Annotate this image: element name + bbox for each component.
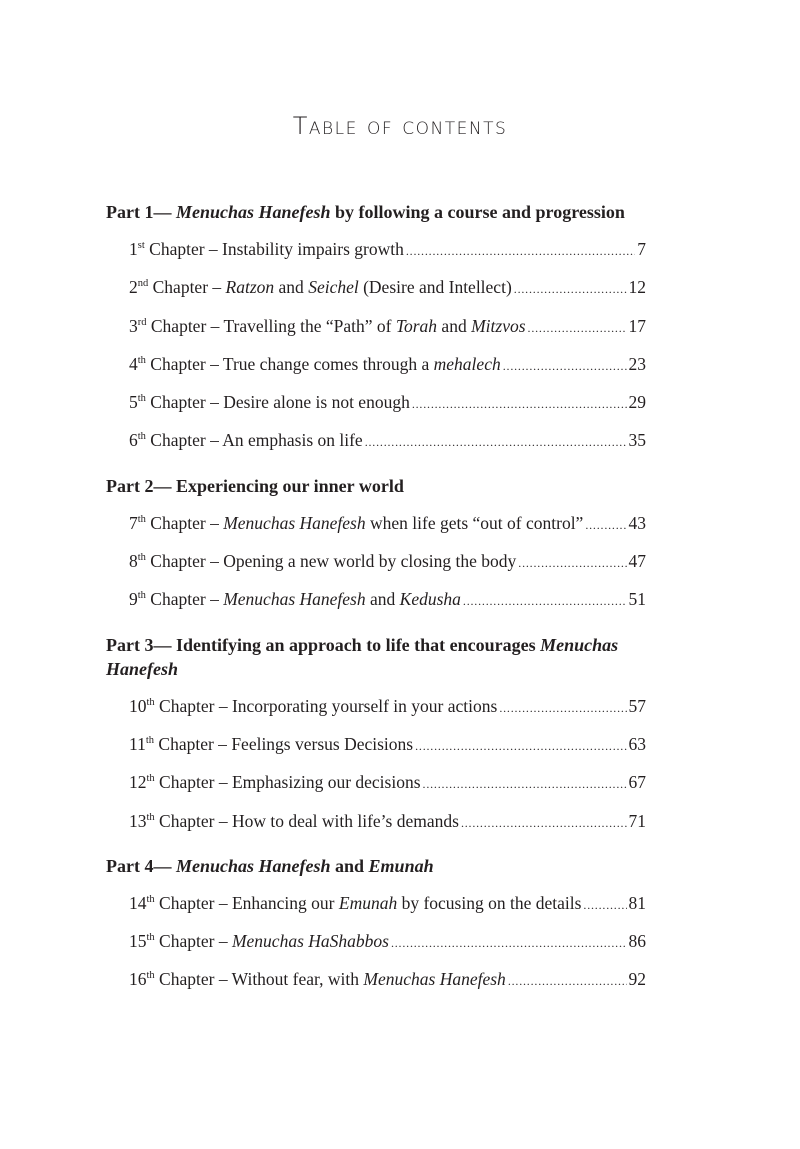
chapter-title-segment: Without fear, with [231,969,364,990]
chapter-word: Chapter – [154,931,232,952]
part-heading-segment: Part 1— [106,202,176,222]
chapter-title-segment: Opening a new world by closing the body [223,551,517,572]
page-number[interactable]: 81 [628,892,646,913]
chapter-entry[interactable] [129,802,646,840]
chapter-title[interactable] [129,687,497,725]
chapter-number: 10 [129,695,147,716]
page-number[interactable]: 29 [628,392,646,413]
chapter-title[interactable] [129,268,512,306]
chapter-title-segment: by focusing on the details [397,892,582,913]
chapter-list [129,884,646,999]
chapter-word: Chapter – [145,512,224,533]
page-number[interactable]: 12 [628,277,646,298]
chapter-entry[interactable] [129,960,646,998]
chapter-word: Chapter – [145,430,223,451]
part-heading [106,474,646,498]
page-number[interactable]: 67 [628,772,646,793]
chapter-number: 8 [129,551,138,572]
chapter-title-segment: True change comes through a [222,353,434,374]
chapter-entry[interactable] [129,763,646,801]
page-number[interactable]: 86 [628,931,646,952]
chapter-title[interactable] [129,504,583,542]
chapter-title-segment: Kedusha [399,589,461,610]
chapter-title[interactable] [129,307,526,345]
chapter-title-segment: Menuchas Hanefesh [363,969,506,990]
chapter-ordinal-suffix: nd [137,278,149,290]
chapter-title-segment: Instability impairs growth [222,239,404,259]
chapter-ordinal-suffix: th [146,811,155,823]
chapter-number: 16 [129,969,147,990]
chapter-title[interactable] [129,763,421,801]
chapter-number: 12 [129,772,147,793]
table-of-contents [106,200,646,999]
chapter-ordinal-suffix: th [137,431,146,443]
chapter-title-segment: Enhancing our [231,892,339,913]
chapter-title-segment: Incorporating yourself in your actions [231,695,498,716]
chapter-number: 5 [129,392,138,413]
chapter-ordinal-suffix: th [137,590,146,602]
chapter-list [129,230,646,460]
chapter-entry[interactable] [129,725,646,763]
chapter-ordinal-suffix: th [137,354,146,366]
chapter-entry[interactable] [129,345,646,383]
chapter-ordinal-suffix: th [137,552,146,564]
chapter-ordinal-suffix: st [137,240,145,251]
part-heading [106,854,646,878]
chapter-word: Chapter – [146,315,224,336]
chapter-number: 3 [129,315,138,336]
chapter-word: Chapter – [154,695,232,716]
chapter-title-segment: How to deal with life’s demands [231,810,459,831]
chapter-title-segment: Ratzon [225,277,275,298]
chapter-ordinal-suffix: th [145,734,155,746]
chapter-entry[interactable] [129,383,646,421]
chapter-title-segment: Emunah [338,892,398,913]
part-heading-segment: Part 4— [106,855,176,876]
part-spacer [106,840,646,854]
dot-leader [508,962,627,1000]
chapter-ordinal-suffix: th [146,893,155,905]
dot-leader [463,582,627,620]
chapter-title[interactable] [129,345,501,383]
chapter-title-segment: Emphasizing our decisions [231,772,421,793]
page-number[interactable]: 92 [628,969,646,990]
chapter-title-segment: and [274,277,309,298]
chapter-title-segment: Menuchas HaShabbos [231,931,389,952]
page-number[interactable]: 35 [628,430,646,451]
page-number[interactable]: 57 [628,695,646,716]
dot-leader [365,423,627,461]
chapter-title-segment: Feelings versus Decisions [231,733,414,754]
chapter-title-segment: and [437,315,472,336]
dot-leader [412,385,627,423]
dot-leader [499,689,626,727]
chapter-entry[interactable] [129,922,646,960]
chapter-number: 2 [129,277,138,298]
page-number[interactable]: 51 [628,589,646,610]
chapter-title[interactable] [129,383,410,421]
chapter-title[interactable] [129,542,516,580]
page-number[interactable]: 71 [628,810,646,831]
chapter-number: 1 [129,239,138,259]
chapter-title[interactable] [129,725,413,763]
page-number[interactable]: 17 [628,315,646,336]
chapter-word: Chapter – [154,733,232,754]
chapter-number: 6 [129,430,138,451]
chapter-title-segment: Seichel [308,277,359,298]
chapter-word: Chapter – [154,969,232,990]
chapter-list [129,687,646,840]
chapter-ordinal-suffix: th [137,513,146,525]
dot-leader [518,544,626,582]
chapter-title-segment: mehalech [433,353,501,374]
chapter-word: Chapter – [154,772,232,793]
part-heading [106,200,646,224]
chapter-title[interactable] [129,580,461,618]
chapter-word: Chapter – [145,392,224,413]
chapter-title-segment: An emphasis on life [222,430,363,451]
chapter-word: Chapter – [145,589,224,610]
chapter-ordinal-suffix: th [146,696,155,708]
page-number[interactable]: 63 [628,733,646,754]
part-spacer [106,460,646,474]
chapter-number: 7 [129,512,138,533]
chapter-title-segment: Menuchas Hanefesh [223,512,366,533]
chapter-entry[interactable] [129,884,646,922]
chapter-title[interactable] [129,922,389,960]
part-spacer [106,619,646,633]
chapter-ordinal-suffix: rd [137,316,147,328]
chapter-ordinal-suffix: th [146,932,155,944]
part-heading-segment: and [330,855,369,876]
page-number[interactable]: 7 [637,239,646,259]
dot-leader [415,727,626,765]
chapter-title[interactable] [129,230,404,268]
chapter-number: 13 [129,810,147,831]
part-heading-segment: Part 2— Experiencing our inner world [106,475,404,496]
chapter-entry[interactable] [129,230,646,268]
dot-leader [583,886,626,924]
chapter-title-segment: when life gets “out of control” [365,512,584,533]
chapter-word: Chapter – [148,277,226,298]
chapter-ordinal-suffix: th [137,393,146,405]
dot-leader [585,506,626,544]
chapter-title[interactable] [129,421,363,459]
page-number[interactable]: 23 [628,353,646,374]
page-title: Table of contents [292,112,508,140]
chapter-entry[interactable] [129,504,646,542]
dot-leader [461,804,627,842]
part-heading [106,633,626,681]
chapter-title-segment: Mitzvos [471,315,526,336]
chapter-ordinal-suffix: th [146,970,155,982]
chapter-title-segment: Menuchas Hanefesh [223,589,366,610]
chapter-entry[interactable] [129,268,646,306]
chapter-entry[interactable] [129,687,646,725]
chapter-ordinal-suffix: th [146,773,155,785]
part-heading-segment: Menuchas Hanefesh [106,634,619,679]
chapter-entry[interactable] [129,307,646,345]
chapter-word: Chapter – [145,551,224,572]
chapter-title-segment: (Desire and Intellect) [358,277,512,298]
chapter-title-segment: and [365,589,400,610]
chapter-number: 9 [129,589,138,610]
part-heading-segment: Menuchas Hanefesh [175,202,331,222]
chapter-title[interactable] [129,960,506,998]
page-number[interactable]: 43 [628,512,646,533]
dot-leader [503,347,627,385]
chapter-list [129,504,646,619]
page-number[interactable]: 47 [628,551,646,572]
chapter-number: 11 [129,733,146,754]
dot-leader [423,765,627,803]
chapter-title-segment: Travelling the “Path” of [223,315,396,336]
chapter-title[interactable] [129,802,459,840]
chapter-number: 4 [129,353,138,374]
part-heading-segment: Part 3— Identifying an approach to life that encourages [106,634,541,655]
chapter-word: Chapter – [154,892,232,913]
part-heading-segment: Emunah [368,855,434,876]
chapter-title-segment: Torah [395,315,438,336]
chapter-entry[interactable] [129,421,646,459]
chapter-number: 15 [129,931,147,952]
chapter-entry[interactable] [129,542,646,580]
dot-leader [391,924,627,962]
part-heading-segment: Menuchas Hanefesh [175,855,331,876]
part-heading-segment: by following a course and progression [330,202,625,222]
dot-leader [514,270,627,308]
dot-leader [406,232,635,270]
chapter-entry[interactable] [129,580,646,618]
chapter-word: Chapter – [154,810,232,831]
chapter-title-segment: Desire alone is not enough [223,392,410,413]
chapter-number: 14 [129,892,147,913]
dot-leader [528,309,627,347]
chapter-word: Chapter – [145,353,223,374]
chapter-title[interactable] [129,884,581,922]
chapter-word: Chapter – [144,239,223,259]
